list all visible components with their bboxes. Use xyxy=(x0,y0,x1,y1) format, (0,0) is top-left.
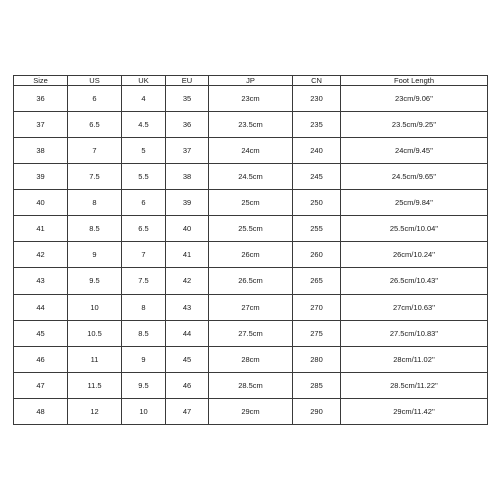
cell-cn: 245 xyxy=(293,164,341,190)
cell-cn: 290 xyxy=(293,398,341,424)
cell-eu: 36 xyxy=(166,112,209,138)
table-row xyxy=(14,242,488,268)
cell-jp: 28cm xyxy=(209,346,293,372)
header-uk: UK xyxy=(122,76,166,86)
cell-size: 45 xyxy=(14,320,68,346)
cell-cn: 235 xyxy=(293,112,341,138)
header-us: US xyxy=(68,76,122,86)
cell-uk: 8 xyxy=(122,294,166,320)
cell-jp: 23cm xyxy=(209,86,293,112)
table-row xyxy=(14,294,488,320)
cell-cn: 265 xyxy=(293,268,341,294)
cell-size: 48 xyxy=(14,398,68,424)
cell-uk: 4 xyxy=(122,86,166,112)
cell-jp: 26.5cm xyxy=(209,268,293,294)
cell-uk: 7 xyxy=(122,242,166,268)
cell-eu: 39 xyxy=(166,190,209,216)
table-row xyxy=(14,216,488,242)
cell-uk: 6 xyxy=(122,190,166,216)
table-row xyxy=(14,346,488,372)
cell-eu: 45 xyxy=(166,346,209,372)
cell-cn: 230 xyxy=(293,86,341,112)
cell-uk: 6.5 xyxy=(122,216,166,242)
cell-size: 37 xyxy=(14,112,68,138)
cell-foot-length: 25cm/9.84'' xyxy=(341,190,488,216)
cell-size: 47 xyxy=(14,372,68,398)
cell-uk: 7.5 xyxy=(122,268,166,294)
cell-cn: 270 xyxy=(293,294,341,320)
cell-foot-length: 28cm/11.02'' xyxy=(341,346,488,372)
cell-uk: 5 xyxy=(122,138,166,164)
cell-foot-length: 23.5cm/9.25'' xyxy=(341,112,488,138)
cell-size: 42 xyxy=(14,242,68,268)
cell-eu: 40 xyxy=(166,216,209,242)
table-row xyxy=(14,398,488,424)
cell-us: 6.5 xyxy=(68,112,122,138)
cell-size: 44 xyxy=(14,294,68,320)
table-row xyxy=(14,190,488,216)
cell-size: 38 xyxy=(14,138,68,164)
cell-foot-length: 26cm/10.24'' xyxy=(341,242,488,268)
cell-jp: 26cm xyxy=(209,242,293,268)
cell-size: 46 xyxy=(14,346,68,372)
cell-cn: 285 xyxy=(293,372,341,398)
cell-uk: 8.5 xyxy=(122,320,166,346)
cell-eu: 41 xyxy=(166,242,209,268)
header-cn: CN xyxy=(293,76,341,86)
header-size: Size xyxy=(14,76,68,86)
cell-foot-length: 29cm/11.42'' xyxy=(341,398,488,424)
cell-eu: 44 xyxy=(166,320,209,346)
cell-jp: 27.5cm xyxy=(209,320,293,346)
cell-jp: 28.5cm xyxy=(209,372,293,398)
cell-us: 11.5 xyxy=(68,372,122,398)
table-header-row xyxy=(14,76,488,86)
cell-uk: 9 xyxy=(122,346,166,372)
cell-us: 8 xyxy=(68,190,122,216)
table-row xyxy=(14,112,488,138)
cell-jp: 29cm xyxy=(209,398,293,424)
cell-uk: 5.5 xyxy=(122,164,166,190)
cell-foot-length: 24cm/9.45'' xyxy=(341,138,488,164)
cell-us: 10 xyxy=(68,294,122,320)
table-row xyxy=(14,164,488,190)
cell-size: 36 xyxy=(14,86,68,112)
header-jp: JP xyxy=(209,76,293,86)
cell-foot-length: 27cm/10.63'' xyxy=(341,294,488,320)
cell-foot-length: 23cm/9.06'' xyxy=(341,86,488,112)
cell-jp: 25.5cm xyxy=(209,216,293,242)
header-foot-length: Foot Length xyxy=(341,76,488,86)
cell-foot-length: 27.5cm/10.83'' xyxy=(341,320,488,346)
cell-us: 12 xyxy=(68,398,122,424)
cell-foot-length: 25.5cm/10.04'' xyxy=(341,216,488,242)
cell-uk: 9.5 xyxy=(122,372,166,398)
cell-cn: 275 xyxy=(293,320,341,346)
cell-us: 11 xyxy=(68,346,122,372)
cell-eu: 47 xyxy=(166,398,209,424)
cell-us: 7 xyxy=(68,138,122,164)
cell-us: 8.5 xyxy=(68,216,122,242)
cell-jp: 24.5cm xyxy=(209,164,293,190)
table-body xyxy=(14,86,488,425)
table-row xyxy=(14,320,488,346)
cell-jp: 23.5cm xyxy=(209,112,293,138)
cell-cn: 250 xyxy=(293,190,341,216)
size-chart-table xyxy=(13,75,488,425)
cell-cn: 260 xyxy=(293,242,341,268)
cell-cn: 255 xyxy=(293,216,341,242)
cell-jp: 25cm xyxy=(209,190,293,216)
table-row xyxy=(14,138,488,164)
cell-size: 43 xyxy=(14,268,68,294)
cell-eu: 46 xyxy=(166,372,209,398)
cell-us: 9.5 xyxy=(68,268,122,294)
cell-foot-length: 24.5cm/9.65'' xyxy=(341,164,488,190)
cell-size: 41 xyxy=(14,216,68,242)
cell-us: 7.5 xyxy=(68,164,122,190)
cell-jp: 27cm xyxy=(209,294,293,320)
cell-eu: 43 xyxy=(166,294,209,320)
cell-cn: 280 xyxy=(293,346,341,372)
cell-size: 39 xyxy=(14,164,68,190)
cell-eu: 35 xyxy=(166,86,209,112)
cell-eu: 38 xyxy=(166,164,209,190)
table-row xyxy=(14,86,488,112)
table-row xyxy=(14,372,488,398)
cell-eu: 37 xyxy=(166,138,209,164)
cell-foot-length: 26.5cm/10.43'' xyxy=(341,268,488,294)
cell-uk: 10 xyxy=(122,398,166,424)
cell-us: 10.5 xyxy=(68,320,122,346)
cell-uk: 4.5 xyxy=(122,112,166,138)
cell-jp: 24cm xyxy=(209,138,293,164)
cell-size: 40 xyxy=(14,190,68,216)
cell-us: 6 xyxy=(68,86,122,112)
cell-eu: 42 xyxy=(166,268,209,294)
cell-cn: 240 xyxy=(293,138,341,164)
cell-us: 9 xyxy=(68,242,122,268)
header-eu: EU xyxy=(166,76,209,86)
cell-foot-length: 28.5cm/11.22'' xyxy=(341,372,488,398)
table-row xyxy=(14,268,488,294)
